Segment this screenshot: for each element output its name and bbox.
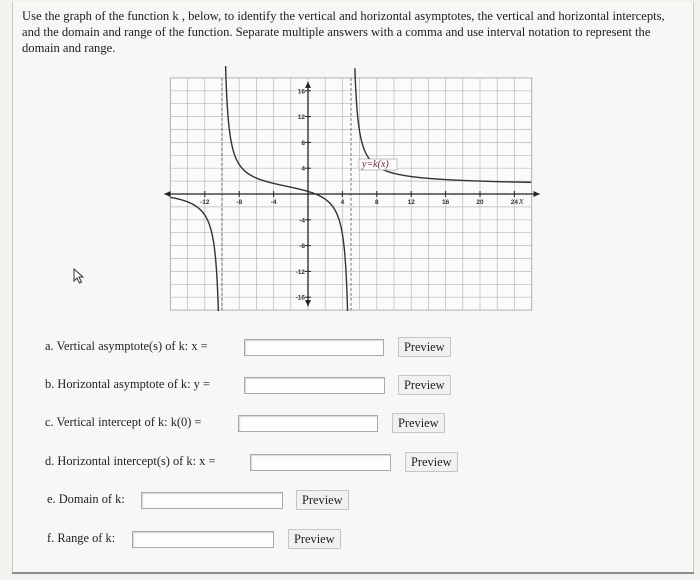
question-f-label: f. Range of k: bbox=[47, 531, 116, 545]
preview-button-a[interactable]: Preview bbox=[398, 337, 451, 357]
x-tick-label: 8 bbox=[374, 199, 379, 206]
x-tick-label: -12 bbox=[200, 199, 210, 206]
y-tick-label: -16 bbox=[295, 294, 305, 302]
x-axis-label: x bbox=[519, 196, 524, 207]
y-tick-label: -4 bbox=[299, 217, 305, 225]
question-d-label: d. Horizontal intercept(s) of k: x = bbox=[45, 454, 216, 468]
vertical-asymptote-input[interactable] bbox=[244, 339, 384, 356]
preview-button-d[interactable]: Preview bbox=[405, 452, 458, 472]
domain-input[interactable] bbox=[141, 492, 283, 509]
question-b-label: b. Horizontal asymptote of k: y = bbox=[45, 377, 210, 391]
x-axis-arrow-right bbox=[534, 191, 540, 197]
vertical-intercept-input[interactable] bbox=[238, 415, 378, 432]
preview-button-f[interactable]: Preview bbox=[288, 529, 341, 549]
x-tick-label: 24 bbox=[510, 199, 519, 206]
instructions-text: Use the graph of the function k , below, to identify the vertical and horizontal asymptotes, the vertical and horizontal intercepts, and the domain and range of the function. Separate multiple answers with a comma and use interval notation to represent the domain and range. bbox=[22, 9, 665, 55]
preview-button-e[interactable]: Preview bbox=[296, 490, 349, 510]
y-tick-label: 4 bbox=[301, 165, 305, 173]
x-axis-arrow-left bbox=[164, 191, 170, 197]
preview-button-c[interactable]: Preview bbox=[392, 413, 445, 433]
curve-label: y=k(x) bbox=[362, 159, 389, 170]
question-c-label: c. Vertical intercept of k: k(0) = bbox=[45, 415, 202, 429]
mouse-pointer-icon bbox=[73, 268, 87, 284]
x-tick-label: -4 bbox=[270, 199, 277, 206]
x-tick-label: 12 bbox=[407, 199, 415, 206]
horizontal-asymptote-input[interactable] bbox=[244, 377, 385, 394]
horizontal-intercept-input[interactable] bbox=[250, 454, 391, 471]
question-e-label: e. Domain of k: bbox=[47, 492, 125, 506]
y-tick-label: -8 bbox=[299, 243, 305, 251]
bottom-divider bbox=[12, 572, 694, 574]
x-tick-label: -8 bbox=[236, 199, 243, 206]
y-tick-label: -12 bbox=[295, 268, 305, 276]
y-tick-label: 12 bbox=[297, 114, 305, 122]
x-tick-label: 20 bbox=[476, 199, 484, 206]
preview-button-b[interactable]: Preview bbox=[398, 375, 451, 395]
question-a-label: a. Vertical asymptote(s) of k: x = bbox=[45, 339, 208, 353]
y-tick-label: 8 bbox=[301, 139, 305, 147]
x-tick-label: 16 bbox=[441, 199, 450, 206]
x-tick-label: 4 bbox=[340, 199, 345, 206]
y-tick-label: 16 bbox=[297, 88, 305, 96]
function-graph bbox=[150, 66, 545, 311]
range-input[interactable] bbox=[132, 531, 274, 548]
